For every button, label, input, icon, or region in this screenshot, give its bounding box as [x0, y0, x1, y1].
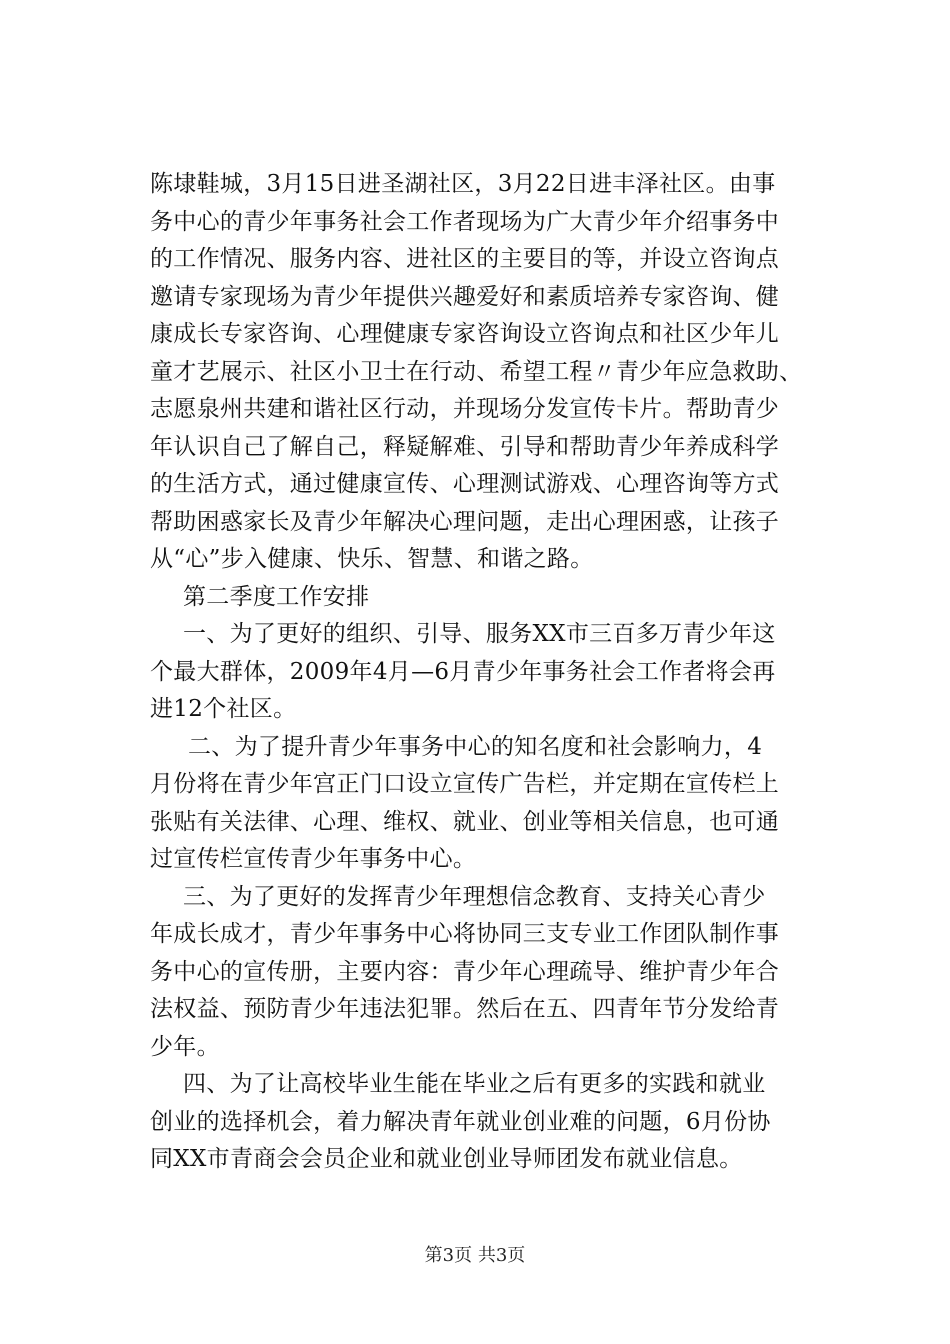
- body-line: 从“心”步入健康、快乐、智慧、和谐之路。: [150, 546, 594, 572]
- section-heading: 第二季度工作安排: [183, 583, 370, 610]
- body-line: 年认识自己了解自己，释疑解难、引导和帮助青少年养成科学: [150, 433, 780, 460]
- body-line: 务中心的青少年事务社会工作者现场为广大青少年介绍事务中: [150, 208, 780, 235]
- body-line: 康成长专家咨询、心理健康专家咨询设立咨询点和社区少年儿: [150, 321, 780, 347]
- body-line: 邀请专家现场为青少年提供兴趣爱好和素质培养专家咨询、健: [150, 283, 780, 310]
- document-body: [150, 166, 840, 1179]
- body-line: 少年。: [150, 1033, 220, 1060]
- paragraph-start-line: 一、为了更好的组织、引导、服务XX市三百多万青少年这: [183, 621, 776, 647]
- body-line: 进12个社区。: [150, 696, 297, 722]
- body-line: 张贴有关法律、心理、维权、就业、创业等相关信息，也可通: [150, 808, 780, 835]
- body-line: 月份将在青少年宫正门口设立宣传广告栏，并定期在宣传栏上: [150, 771, 780, 797]
- body-line: 个最大群体，2009年4月—6月青少年事务社会工作者将会再: [150, 658, 776, 685]
- body-line: 志愿泉州共建和谐社区行动，并现场分发宣传卡片。帮助青少: [150, 396, 780, 422]
- body-line: 的工作情况、服务内容、进社区的主要目的等，并设立咨询点: [150, 246, 780, 272]
- body-line: 的生活方式，通过健康宣传、心理测试游戏、心理咨询等方式: [150, 471, 780, 497]
- body-line: 童才艺展示、社区小卫士在行动、希望工程〃青少年应急救助、: [150, 358, 803, 385]
- body-line: 法权益、预防青少年违法犯罪。然后在五、四青年节分发给青: [150, 996, 780, 1022]
- page-number-footer: 第3页 共3页: [424, 1245, 526, 1266]
- body-line: 帮助困惑家长及青少年解决心理问题，走出心理困惑，让孩子: [150, 508, 780, 535]
- paragraph-start-line: 四、为了让高校毕业生能在毕业之后有更多的实践和就业: [183, 1071, 766, 1097]
- body-line: 年成长成才，青少年事务中心将协同三支专业工作团队制作事: [150, 921, 780, 947]
- body-line: 过宣传栏宣传青少年事务中心。: [150, 846, 477, 872]
- body-line: 务中心的宣传册，主要内容：青少年心理疏导、维护青少年合: [150, 958, 780, 985]
- body-line: 陈埭鞋城，3月15日进圣湖社区，3月22日进丰泽社区。由事: [150, 171, 776, 197]
- body-line: 创业的选择机会，着力解决青年就业创业难的问题，6月份协: [150, 1108, 771, 1135]
- paragraph-start-line: 二、为了提升青少年事务中心的知名度和社会影响力，4: [188, 733, 763, 760]
- paragraph-start-line: 三、为了更好的发挥青少年理想信念教育、支持关心青少: [183, 883, 766, 910]
- body-line: 同XX市青商会会员企业和就业创业导师团发布就业信息。: [150, 1146, 743, 1172]
